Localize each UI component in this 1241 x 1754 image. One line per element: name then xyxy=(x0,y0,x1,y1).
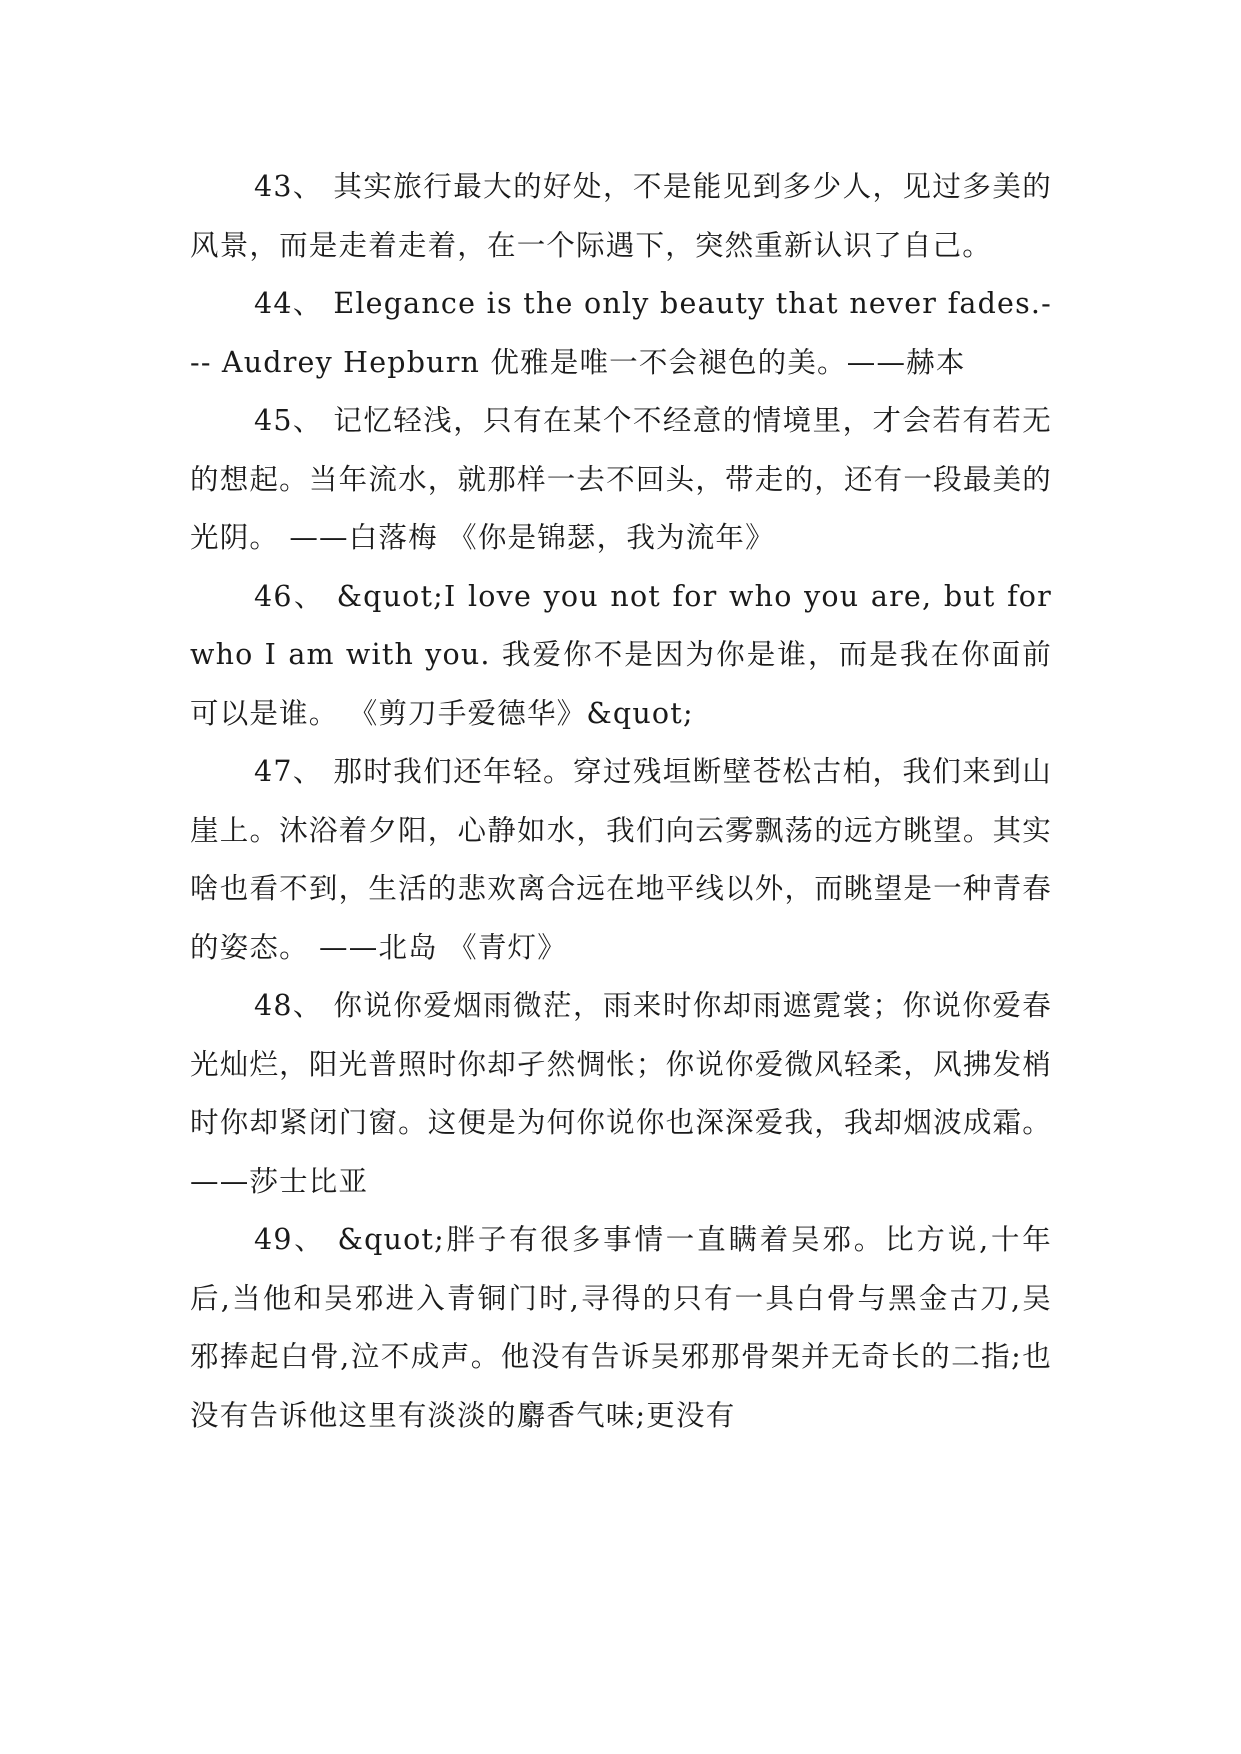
document-body xyxy=(190,158,1052,1445)
quote-paragraph-47: 47、 那时我们还年轻。穿过残垣断壁苍松古柏，我们来到山崖上。沐浴着夕阳，心静如水，我们向云雾飘荡的远方眺望。其实啥也看不到，生活的悲欢离合远在地平线以外，而眺望是一种青春的姿态。 ——北岛 《青灯》 xyxy=(190,755,1052,964)
quote-paragraph-44: 44、 Elegance is the only beauty that never fades.--- Audrey Hepburn 优雅是唯一不会褪色的美。——赫本 xyxy=(190,287,1052,379)
quote-paragraph-48: 48、 你说你爱烟雨微茫，雨来时你却雨遮霓裳；你说你爱春光灿烂，阳光普照时你却孑然惆怅；你说你爱微风轻柔，风拂发梢时你却紧闭门窗。这便是为何你说你也深深爱我，我却烟波成霜。 ——莎士比亚 xyxy=(190,989,1052,1198)
quote-paragraph-43: 43、 其实旅行最大的好处，不是能见到多少人，见过多美的风景，而是走着走着，在一个际遇下，突然重新认识了自己。 xyxy=(190,170,1052,262)
quote-paragraph-45: 45、 记忆轻浅，只有在某个不经意的情境里，才会若有若无的想起。当年流水，就那样一去不回头，带走的，还有一段最美的光阴。 ——白落梅 《你是锦瑟，我为流年》 xyxy=(190,404,1052,554)
quote-paragraph-49: 49、 &quot;胖子有很多事情一直瞒着吴邪。比方说,十年后,当他和吴邪进入青铜门时,寻得的只有一具白骨与黑金古刀,吴邪捧起白骨,泣不成声。他没有告诉吴邪那骨架并无奇长的二指;也没有告诉他这里有淡淡的麝香气味;更没有 xyxy=(190,1223,1052,1432)
quote-paragraph-46: 46、 &quot;I love you not for who you are, but for who I am with you. 我爱你不是因为你是谁，而是我在你面前可以是谁。 《剪刀手爱德华》&quot; xyxy=(190,579,1052,730)
